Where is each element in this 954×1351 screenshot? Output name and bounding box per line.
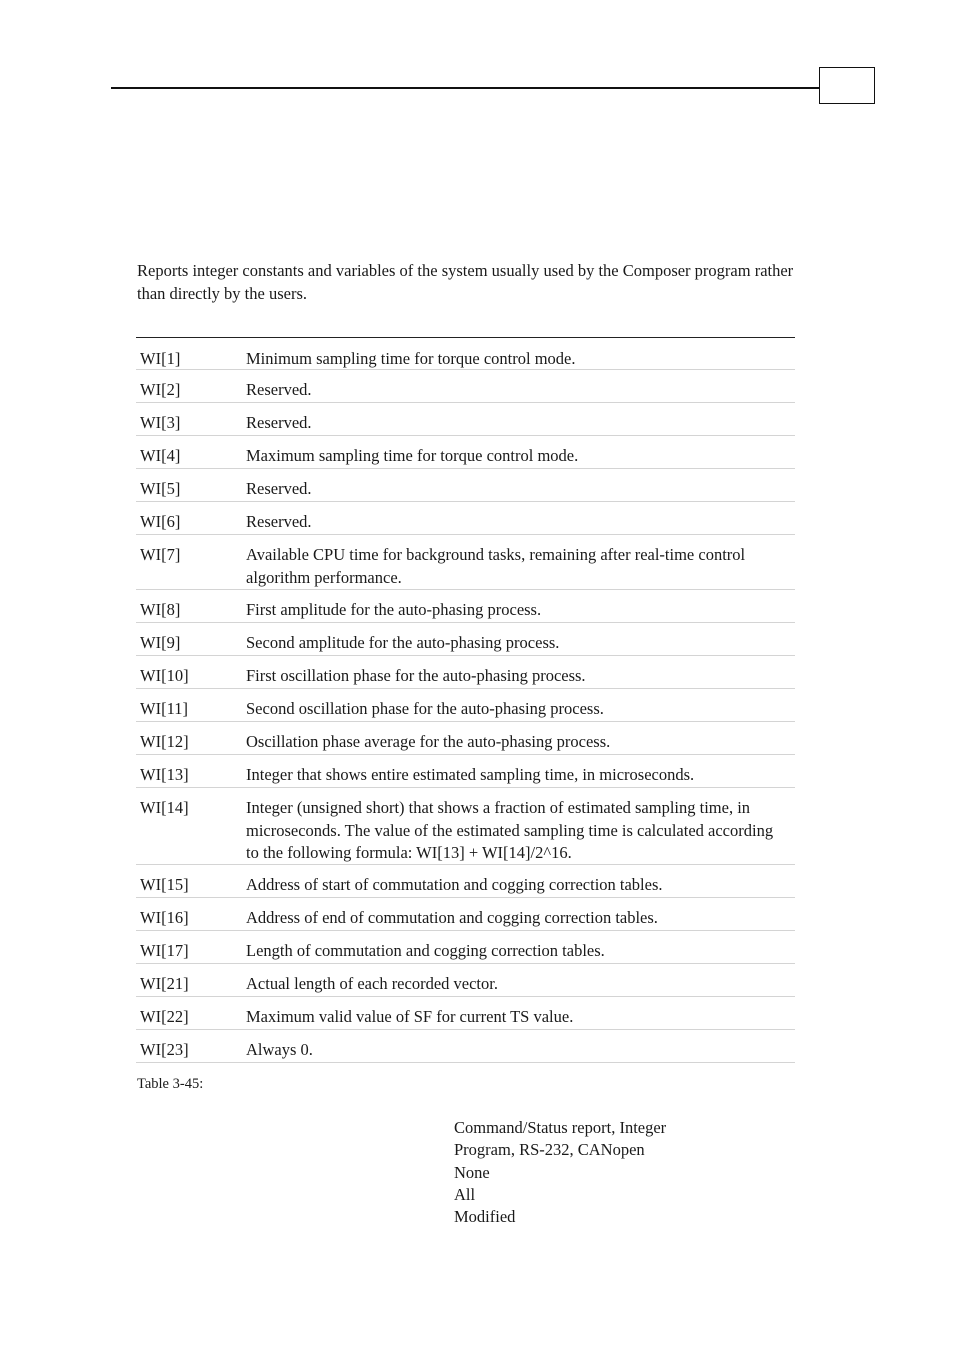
table-row <box>136 964 795 997</box>
table-row <box>136 788 795 865</box>
row-description: Second amplitude for the auto-phasing process. <box>246 633 560 652</box>
row-description: Minimum sampling time for torque control mode. <box>246 349 576 368</box>
row-code: WI[22] <box>140 1007 189 1026</box>
table-row <box>136 865 795 898</box>
row-code: WI[9] <box>140 633 181 652</box>
row-description: First oscillation phase for the auto-phasing process. <box>246 666 586 685</box>
table-row <box>136 469 795 502</box>
row-code: WI[3] <box>140 413 181 432</box>
row-code: WI[12] <box>140 732 189 751</box>
row-code: WI[5] <box>140 479 181 498</box>
row-code: WI[1] <box>140 349 181 368</box>
table-row <box>136 535 795 590</box>
row-description: Always 0. <box>246 1040 313 1059</box>
row-description: Reserved. <box>246 380 312 399</box>
row-description: Second oscillation phase for the auto-phasing process. <box>246 699 604 718</box>
page-number-box <box>819 67 875 104</box>
row-description: Reserved. <box>246 512 312 531</box>
row-description: Integer that shows entire estimated sampling time, in microseconds. <box>246 765 695 784</box>
row-code: WI[4] <box>140 446 181 465</box>
row-code: WI[10] <box>140 666 189 685</box>
row-code: WI[17] <box>140 941 189 960</box>
row-code: WI[21] <box>140 974 189 993</box>
row-description: Length of commutation and cogging correction tables. <box>246 941 605 960</box>
row-description: Oscillation phase average for the auto-phasing process. <box>246 732 611 751</box>
row-description: Reserved. <box>246 413 312 432</box>
row-code: WI[6] <box>140 512 181 531</box>
row-code: WI[15] <box>140 875 189 894</box>
table-row <box>136 997 795 1030</box>
row-code: WI[14] <box>140 798 189 817</box>
table-row <box>136 755 795 788</box>
table-row <box>136 689 795 722</box>
row-description: Address of end of commutation and cogging correction tables. <box>246 908 658 927</box>
table-row <box>136 590 795 623</box>
table-row <box>136 338 795 370</box>
table-row <box>136 623 795 656</box>
row-description: Available CPU time for background tasks, remaining after real-time control algorithm performance. <box>246 545 746 587</box>
row-code: WI[23] <box>140 1040 189 1059</box>
attribute-restrictions-value: None <box>454 1162 490 1182</box>
row-description: Reserved. <box>246 479 312 498</box>
wi-table <box>136 337 795 1063</box>
table-row <box>136 656 795 689</box>
row-description: Address of start of commutation and cogging correction tables. <box>246 875 663 894</box>
row-code: WI[8] <box>140 600 181 619</box>
row-description: First amplitude for the auto-phasing process. <box>246 600 542 619</box>
table-row <box>136 436 795 469</box>
intro-paragraph: Reports integer constants and variables of the system usually used by the Composer program rather than directly by the users. <box>137 261 794 303</box>
row-code: WI[13] <box>140 765 189 784</box>
row-code: WI[11] <box>140 699 188 718</box>
row-description: Maximum valid value of SF for current TS value. <box>246 1007 574 1026</box>
attribute-source-value: Program, RS-232, CANopen <box>454 1140 645 1160</box>
table-row <box>136 502 795 535</box>
row-code: WI[16] <box>140 908 189 927</box>
table-row <box>136 1030 795 1063</box>
table-row <box>136 931 795 964</box>
header-rule <box>111 87 819 89</box>
row-description: Actual length of each recorded vector. <box>246 974 498 993</box>
row-description: Integer (unsigned short) that shows a fraction of estimated sampling time, in microseconds. The value of the estimated sampling time is calculated according to the following formula: WI[13] + WI[14]/2^16. <box>246 798 774 862</box>
table-row <box>136 722 795 755</box>
attribute-status-value: Modified <box>454 1207 516 1227</box>
row-description: Maximum sampling time for torque control mode. <box>246 446 579 465</box>
table-row <box>136 370 795 403</box>
table-caption: Table 3-45: <box>137 1076 204 1092</box>
attribute-type-value: Command/Status report, Integer <box>454 1118 667 1137</box>
table-row <box>136 403 795 436</box>
table-row <box>136 898 795 931</box>
row-code: WI[2] <box>140 380 181 399</box>
row-code: WI[7] <box>140 545 181 564</box>
attribute-units-value: All <box>454 1184 476 1204</box>
attribute-values <box>454 1117 666 1228</box>
